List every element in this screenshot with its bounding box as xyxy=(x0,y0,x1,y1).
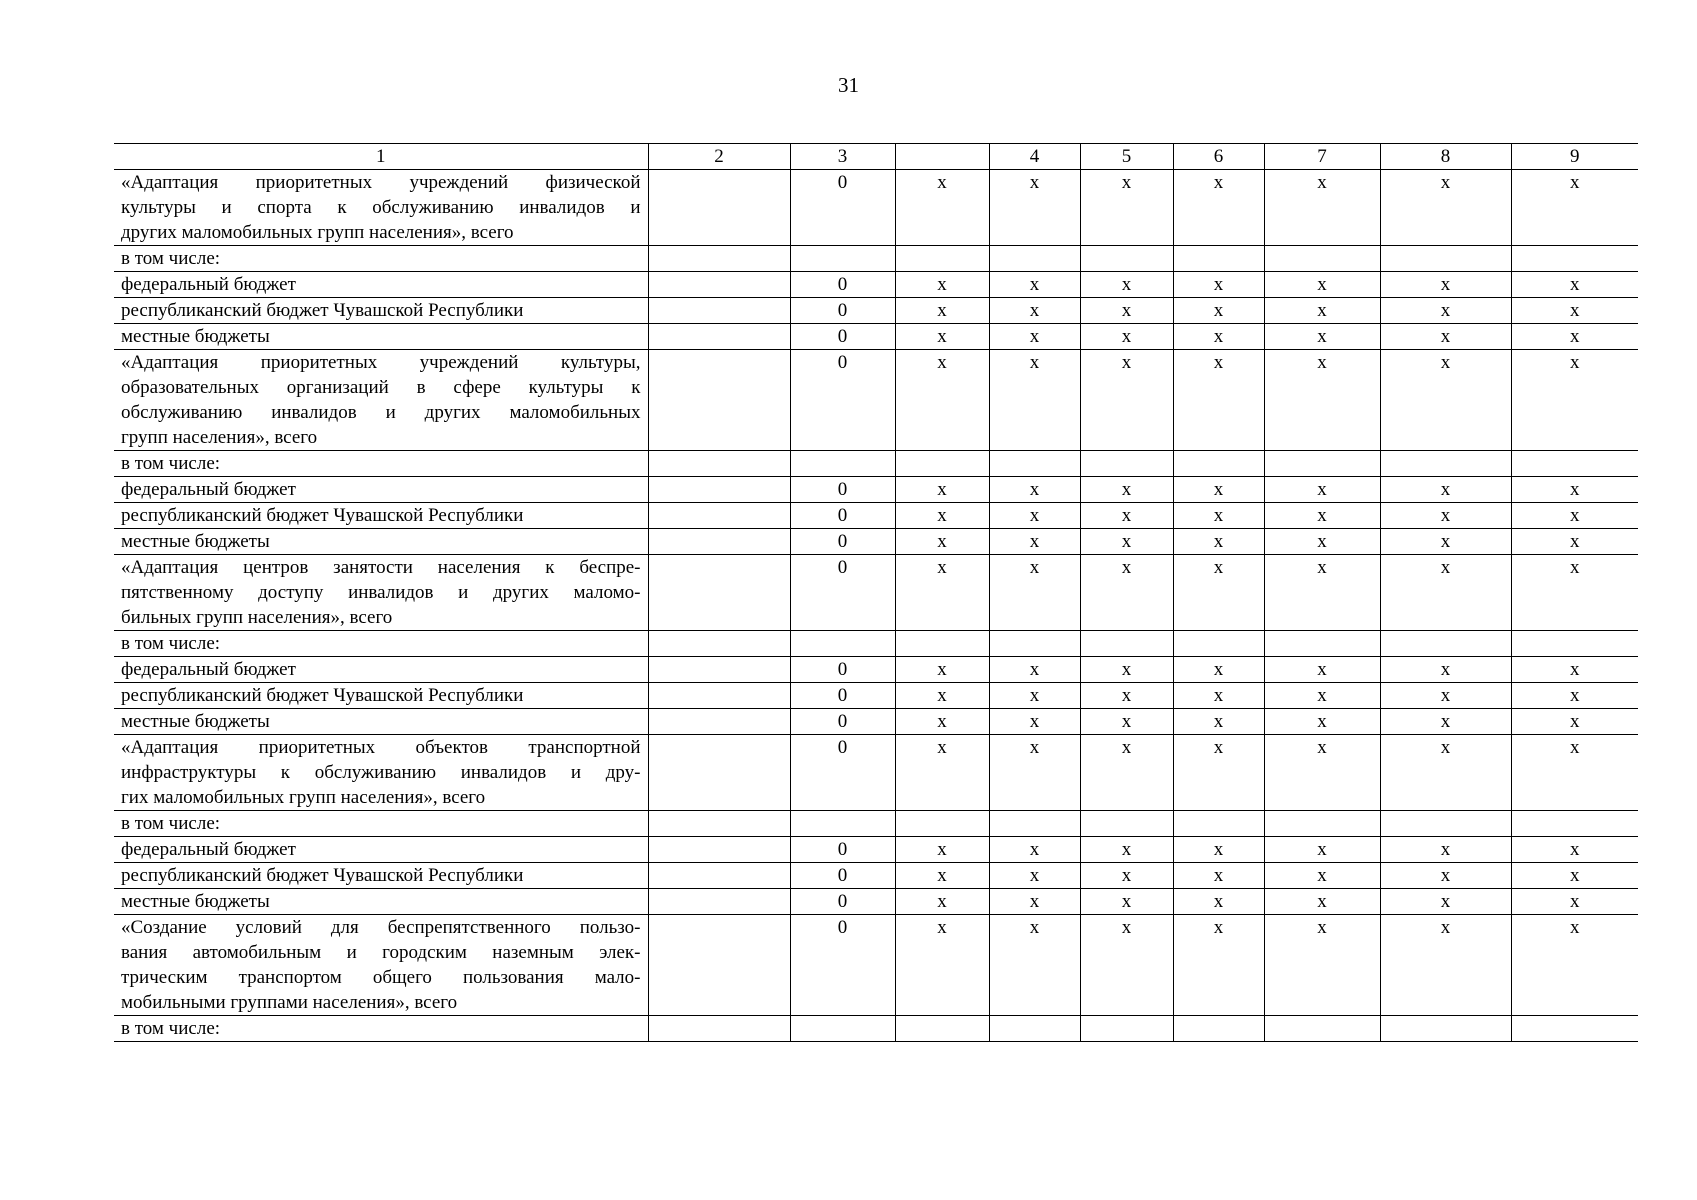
value-cell: 0 xyxy=(790,477,895,503)
column-header: 4 xyxy=(989,144,1080,170)
value-cell: 0 xyxy=(790,735,895,811)
value-cell xyxy=(648,1016,790,1042)
value-cell: х xyxy=(1173,503,1264,529)
table-row xyxy=(114,246,1638,272)
value-cell: х xyxy=(1380,555,1511,631)
value-cell: х xyxy=(1511,503,1638,529)
column-header: 9 xyxy=(1511,144,1638,170)
value-cell: х xyxy=(1264,170,1380,246)
value-cell xyxy=(648,709,790,735)
row-label xyxy=(114,735,648,811)
value-cell: х xyxy=(1511,555,1638,631)
value-cell: х xyxy=(1080,503,1173,529)
value-cell: х xyxy=(895,863,989,889)
value-cell: х xyxy=(895,735,989,811)
table-row xyxy=(114,451,1638,477)
value-cell xyxy=(1511,631,1638,657)
row-label-line: «Адаптация центров занятости населения к беспре- xyxy=(121,557,641,578)
row-label xyxy=(114,555,648,631)
row-label-line: федеральный бюджет xyxy=(121,839,296,860)
value-cell: х xyxy=(1264,915,1380,1016)
value-cell: х xyxy=(1511,529,1638,555)
table-row xyxy=(114,477,1638,503)
value-cell: х xyxy=(1264,889,1380,915)
value-cell: х xyxy=(1264,863,1380,889)
column-header: 5 xyxy=(1080,144,1173,170)
table-row xyxy=(114,350,1638,451)
value-cell xyxy=(648,863,790,889)
table-row xyxy=(114,889,1638,915)
value-cell: х xyxy=(1380,477,1511,503)
row-label-line: образовательных организаций в сфере культуры к xyxy=(121,377,641,398)
value-cell: х xyxy=(1264,709,1380,735)
value-cell: х xyxy=(895,889,989,915)
table-body xyxy=(114,170,1638,1042)
row-label-line: федеральный бюджет xyxy=(121,479,296,500)
value-cell: х xyxy=(1173,529,1264,555)
value-cell: х xyxy=(1380,889,1511,915)
row-label-line: «Адаптация приоритетных объектов транспортной xyxy=(121,737,641,758)
value-cell: х xyxy=(989,837,1080,863)
value-cell xyxy=(1080,451,1173,477)
budget-table xyxy=(114,143,1638,1042)
row-label-line: республиканский бюджет Чувашской Республики xyxy=(121,300,524,321)
value-cell xyxy=(1173,811,1264,837)
value-cell: х xyxy=(1080,350,1173,451)
value-cell: х xyxy=(1511,272,1638,298)
column-header xyxy=(895,144,989,170)
value-cell xyxy=(790,1016,895,1042)
row-label xyxy=(114,477,648,503)
value-cell xyxy=(1173,1016,1264,1042)
value-cell: х xyxy=(1511,170,1638,246)
value-cell: х xyxy=(1511,889,1638,915)
value-cell: 0 xyxy=(790,350,895,451)
value-cell: х xyxy=(989,170,1080,246)
column-header: 3 xyxy=(790,144,895,170)
value-cell: х xyxy=(1173,915,1264,1016)
value-cell: х xyxy=(895,272,989,298)
column-header: 1 xyxy=(114,144,648,170)
value-cell: х xyxy=(1080,863,1173,889)
value-cell xyxy=(989,246,1080,272)
row-label xyxy=(114,529,648,555)
value-cell xyxy=(1511,451,1638,477)
row-label-line: в том числе: xyxy=(121,633,221,654)
value-cell: х xyxy=(1380,837,1511,863)
value-cell: 0 xyxy=(790,863,895,889)
value-cell: х xyxy=(895,709,989,735)
value-cell: х xyxy=(989,683,1080,709)
row-label-line: федеральный бюджет xyxy=(121,659,296,680)
row-label-line: гих маломобильных групп населения», всего xyxy=(121,787,486,808)
row-label-line: инфраструктуры к обслуживанию инвалидов и дру- xyxy=(121,762,641,783)
row-label xyxy=(114,272,648,298)
row-label xyxy=(114,863,648,889)
value-cell: х xyxy=(1173,298,1264,324)
table-row xyxy=(114,298,1638,324)
value-cell: х xyxy=(1380,298,1511,324)
value-cell: х xyxy=(1380,503,1511,529)
value-cell: х xyxy=(1380,915,1511,1016)
value-cell: х xyxy=(1080,170,1173,246)
value-cell: х xyxy=(1264,657,1380,683)
value-cell: х xyxy=(1380,272,1511,298)
row-label-line: республиканский бюджет Чувашской Республики xyxy=(121,865,524,886)
value-cell xyxy=(1380,631,1511,657)
row-label xyxy=(114,451,648,477)
value-cell: х xyxy=(1080,324,1173,350)
value-cell: х xyxy=(1080,298,1173,324)
row-label xyxy=(114,246,648,272)
value-cell xyxy=(648,657,790,683)
table-row xyxy=(114,631,1638,657)
value-cell xyxy=(648,529,790,555)
value-cell: х xyxy=(1380,657,1511,683)
row-label-line: местные бюджеты xyxy=(121,531,270,552)
row-label xyxy=(114,324,648,350)
value-cell: х xyxy=(1511,837,1638,863)
value-cell: х xyxy=(989,735,1080,811)
row-label xyxy=(114,657,648,683)
value-cell xyxy=(648,350,790,451)
row-label-line: в том числе: xyxy=(121,1018,221,1039)
row-label-line: в том числе: xyxy=(121,813,221,834)
value-cell xyxy=(648,451,790,477)
value-cell xyxy=(648,915,790,1016)
value-cell: х xyxy=(1264,350,1380,451)
row-label xyxy=(114,298,648,324)
value-cell: х xyxy=(895,657,989,683)
value-cell xyxy=(895,246,989,272)
row-label-line: «Адаптация приоритетных учреждений физической xyxy=(121,172,641,193)
value-cell: х xyxy=(1173,683,1264,709)
value-cell xyxy=(648,555,790,631)
value-cell xyxy=(895,1016,989,1042)
value-cell: х xyxy=(895,350,989,451)
row-label-line: в том числе: xyxy=(121,248,221,269)
table-row xyxy=(114,272,1638,298)
column-header: 8 xyxy=(1380,144,1511,170)
value-cell: х xyxy=(989,298,1080,324)
value-cell xyxy=(648,811,790,837)
value-cell: х xyxy=(1264,555,1380,631)
table-row xyxy=(114,837,1638,863)
value-cell: х xyxy=(895,529,989,555)
table-row xyxy=(114,1016,1638,1042)
value-cell: х xyxy=(1511,863,1638,889)
row-label-line: вания автомобильным и городским наземным элек- xyxy=(121,942,641,963)
column-header: 2 xyxy=(648,144,790,170)
value-cell xyxy=(1173,451,1264,477)
table-row xyxy=(114,555,1638,631)
value-cell: х xyxy=(989,555,1080,631)
value-cell: х xyxy=(989,324,1080,350)
value-cell xyxy=(895,811,989,837)
value-cell xyxy=(648,735,790,811)
value-cell: 0 xyxy=(790,324,895,350)
value-cell: х xyxy=(895,298,989,324)
value-cell xyxy=(790,631,895,657)
value-cell xyxy=(989,1016,1080,1042)
value-cell: х xyxy=(1080,657,1173,683)
row-label xyxy=(114,170,648,246)
value-cell: х xyxy=(1080,683,1173,709)
value-cell: 0 xyxy=(790,503,895,529)
value-cell xyxy=(648,631,790,657)
value-cell: х xyxy=(1264,324,1380,350)
value-cell xyxy=(1173,246,1264,272)
row-label xyxy=(114,1016,648,1042)
value-cell: х xyxy=(1511,709,1638,735)
row-label xyxy=(114,631,648,657)
row-label-line: республиканский бюджет Чувашской Республики xyxy=(121,685,524,706)
value-cell: х xyxy=(1511,657,1638,683)
column-header: 7 xyxy=(1264,144,1380,170)
value-cell: х xyxy=(989,915,1080,1016)
value-cell xyxy=(895,451,989,477)
value-cell: х xyxy=(1080,889,1173,915)
value-cell: х xyxy=(1173,657,1264,683)
value-cell xyxy=(1511,1016,1638,1042)
value-cell: х xyxy=(1173,837,1264,863)
value-cell xyxy=(648,324,790,350)
value-cell: х xyxy=(1380,709,1511,735)
value-cell: х xyxy=(895,683,989,709)
value-cell: х xyxy=(1511,915,1638,1016)
value-cell: х xyxy=(1511,735,1638,811)
value-cell: х xyxy=(1080,837,1173,863)
value-cell xyxy=(648,683,790,709)
value-cell xyxy=(1264,811,1380,837)
row-label xyxy=(114,915,648,1016)
value-cell xyxy=(648,837,790,863)
value-cell: х xyxy=(989,350,1080,451)
value-cell: х xyxy=(1264,477,1380,503)
row-label-line: «Адаптация приоритетных учреждений культуры, xyxy=(121,352,641,373)
value-cell: х xyxy=(1264,529,1380,555)
row-label-line: групп населения», всего xyxy=(121,427,318,448)
value-cell: х xyxy=(1380,170,1511,246)
row-label-line: других маломобильных групп населения», всего xyxy=(121,222,514,243)
row-label xyxy=(114,837,648,863)
value-cell xyxy=(1080,1016,1173,1042)
value-cell: х xyxy=(1173,735,1264,811)
value-cell: х xyxy=(1173,477,1264,503)
value-cell: х xyxy=(989,477,1080,503)
row-label xyxy=(114,889,648,915)
table-row xyxy=(114,683,1638,709)
value-cell: х xyxy=(1380,683,1511,709)
row-label-line: пятственному доступу инвалидов и других маломо- xyxy=(121,582,641,603)
value-cell: х xyxy=(1173,170,1264,246)
value-cell: х xyxy=(989,657,1080,683)
value-cell xyxy=(790,246,895,272)
value-cell xyxy=(1080,631,1173,657)
table-row xyxy=(114,915,1638,1016)
table-row xyxy=(114,863,1638,889)
value-cell: х xyxy=(1380,863,1511,889)
value-cell: х xyxy=(1173,889,1264,915)
value-cell xyxy=(1264,631,1380,657)
row-label-line: местные бюджеты xyxy=(121,326,270,347)
row-label-line: культуры и спорта к обслуживанию инвалидов и xyxy=(121,197,641,218)
row-label xyxy=(114,709,648,735)
value-cell: х xyxy=(1511,298,1638,324)
value-cell: х xyxy=(1080,477,1173,503)
row-label xyxy=(114,811,648,837)
value-cell xyxy=(790,451,895,477)
value-cell: х xyxy=(895,837,989,863)
value-cell xyxy=(989,631,1080,657)
value-cell: х xyxy=(1080,555,1173,631)
row-label xyxy=(114,683,648,709)
value-cell xyxy=(1080,811,1173,837)
table-row xyxy=(114,657,1638,683)
value-cell: х xyxy=(1080,915,1173,1016)
value-cell: х xyxy=(1264,837,1380,863)
value-cell: х xyxy=(1264,735,1380,811)
value-cell: х xyxy=(989,709,1080,735)
value-cell: х xyxy=(895,477,989,503)
value-cell: х xyxy=(1080,735,1173,811)
value-cell xyxy=(1080,246,1173,272)
value-cell xyxy=(648,170,790,246)
value-cell: х xyxy=(1380,735,1511,811)
value-cell xyxy=(1380,811,1511,837)
value-cell xyxy=(1264,451,1380,477)
value-cell: 0 xyxy=(790,683,895,709)
value-cell xyxy=(648,477,790,503)
value-cell: 0 xyxy=(790,657,895,683)
value-cell: х xyxy=(1173,863,1264,889)
row-label-line: местные бюджеты xyxy=(121,891,270,912)
value-cell: х xyxy=(1511,683,1638,709)
value-cell: х xyxy=(1264,683,1380,709)
value-cell xyxy=(989,811,1080,837)
value-cell: х xyxy=(1511,477,1638,503)
row-label-line: «Создание условий для беспрепятственного пользо- xyxy=(121,917,641,938)
value-cell xyxy=(1511,246,1638,272)
value-cell: х xyxy=(895,324,989,350)
row-label-line: в том числе: xyxy=(121,453,221,474)
value-cell: 0 xyxy=(790,170,895,246)
row-label-line: обслуживанию инвалидов и других маломобильных xyxy=(121,402,641,423)
row-label-line: трическим транспортом общего пользования мало- xyxy=(121,967,641,988)
value-cell xyxy=(648,889,790,915)
value-cell: х xyxy=(1511,324,1638,350)
value-cell xyxy=(648,298,790,324)
page-number: 31 xyxy=(838,73,859,97)
value-cell: 0 xyxy=(790,298,895,324)
value-cell: х xyxy=(895,915,989,1016)
value-cell: х xyxy=(1264,272,1380,298)
row-label-line: республиканский бюджет Чувашской Республики xyxy=(121,505,524,526)
table-row xyxy=(114,735,1638,811)
value-cell xyxy=(1511,811,1638,837)
table-row xyxy=(114,170,1638,246)
value-cell: х xyxy=(1173,709,1264,735)
value-cell xyxy=(1380,246,1511,272)
value-cell: х xyxy=(1173,350,1264,451)
value-cell xyxy=(790,811,895,837)
value-cell: 0 xyxy=(790,889,895,915)
value-cell: 0 xyxy=(790,837,895,863)
value-cell: х xyxy=(989,272,1080,298)
table-row xyxy=(114,529,1638,555)
value-cell: х xyxy=(1380,529,1511,555)
row-label xyxy=(114,503,648,529)
row-label xyxy=(114,350,648,451)
value-cell: х xyxy=(1264,503,1380,529)
value-cell: х xyxy=(1080,529,1173,555)
value-cell: х xyxy=(895,555,989,631)
value-cell: х xyxy=(1173,272,1264,298)
value-cell: х xyxy=(1173,555,1264,631)
value-cell: х xyxy=(989,889,1080,915)
table-row xyxy=(114,811,1638,837)
table-row xyxy=(114,324,1638,350)
value-cell: х xyxy=(989,529,1080,555)
table-row xyxy=(114,709,1638,735)
value-cell: х xyxy=(989,863,1080,889)
row-label-line: мобильными группами населения», всего xyxy=(121,992,458,1013)
value-cell: 0 xyxy=(790,272,895,298)
value-cell xyxy=(895,631,989,657)
header-row xyxy=(114,144,1638,170)
value-cell: х xyxy=(895,170,989,246)
value-cell: х xyxy=(1173,324,1264,350)
value-cell xyxy=(648,272,790,298)
value-cell: х xyxy=(1511,350,1638,451)
value-cell: х xyxy=(1264,298,1380,324)
value-cell xyxy=(1173,631,1264,657)
value-cell: 0 xyxy=(790,709,895,735)
value-cell xyxy=(1380,1016,1511,1042)
table-row xyxy=(114,503,1638,529)
row-label-line: местные бюджеты xyxy=(121,711,270,732)
value-cell xyxy=(648,246,790,272)
value-cell xyxy=(989,451,1080,477)
value-cell: 0 xyxy=(790,915,895,1016)
value-cell: х xyxy=(895,503,989,529)
column-header: 6 xyxy=(1173,144,1264,170)
value-cell: х xyxy=(1380,350,1511,451)
value-cell: х xyxy=(1080,709,1173,735)
row-label-line: бильных групп населения», всего xyxy=(121,607,393,628)
value-cell: 0 xyxy=(790,555,895,631)
value-cell: х xyxy=(1080,272,1173,298)
value-cell xyxy=(648,503,790,529)
value-cell: х xyxy=(989,503,1080,529)
value-cell xyxy=(1380,451,1511,477)
row-label-line: федеральный бюджет xyxy=(121,274,296,295)
value-cell: х xyxy=(1380,324,1511,350)
value-cell xyxy=(1264,1016,1380,1042)
value-cell: 0 xyxy=(790,529,895,555)
value-cell xyxy=(1264,246,1380,272)
